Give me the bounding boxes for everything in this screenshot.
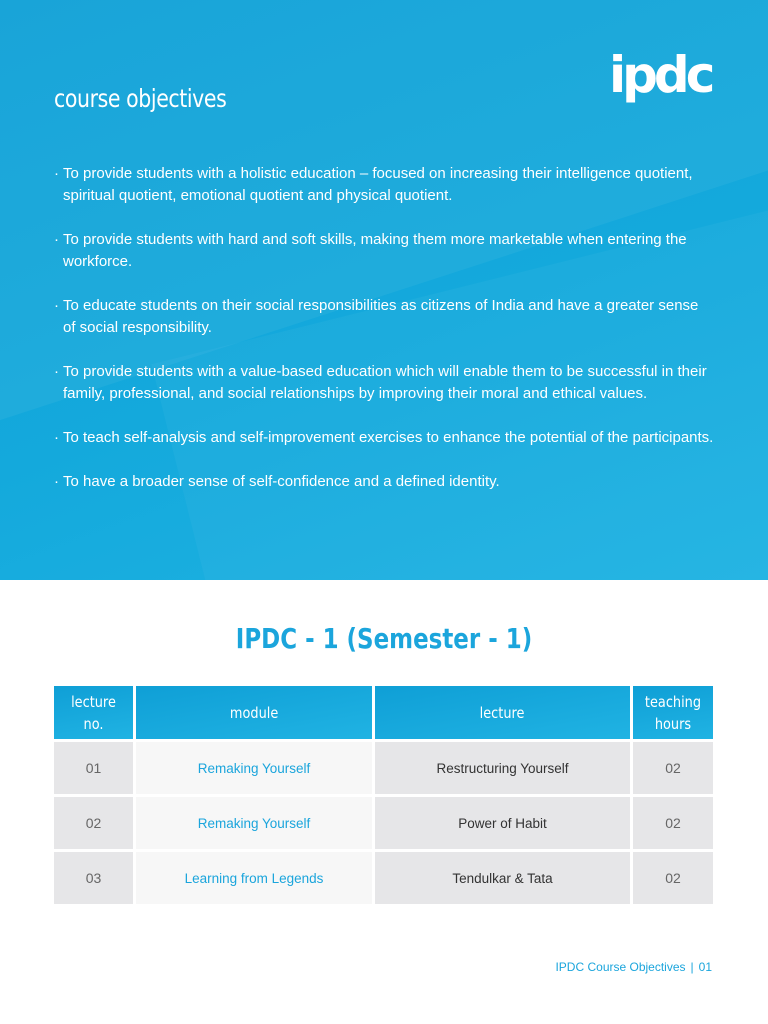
footer-separator: | [690,960,694,974]
objective-item [54,361,714,405]
lecture-cell: Restructuring Yourself [375,742,630,794]
bullet-icon: · [54,231,59,248]
table-row [54,852,713,904]
semester-title: IPDC - 1 (Semester - 1) [235,622,533,655]
column-header-module: module [136,686,372,739]
bullet-icon: · [54,473,59,490]
page-number: 01 [698,960,712,974]
footer-label: IPDC Course Objectives [555,960,686,974]
objective-item [54,295,714,339]
table-header-row [54,686,713,739]
teaching-hours-cell: 02 [633,742,713,794]
module-cell: Remaking Yourself [136,742,372,794]
lecture-cell: Tendulkar & Tata [375,852,630,904]
objective-text: To provide students with a holistic education – focused on increasing their intelligence quotient, spiritual quotient, emotional quotient and physical quotient. [63,165,693,204]
objective-item [54,471,714,493]
objective-text: To provide students with a value-based education which will enable them to be successful in their family, professional, and social relationships by improving their moral and ethical values. [63,363,707,402]
teaching-hours-cell: 02 [633,797,713,849]
objective-item [54,427,714,449]
lecture-no-cell: 02 [54,797,133,849]
bullet-icon: · [54,363,59,380]
column-header-teaching-hours: teaching hours [633,686,713,739]
table-row [54,742,713,794]
lecture-no-cell: 03 [54,852,133,904]
objective-item [54,229,714,273]
column-header-lecture-no: lecture no. [54,686,133,739]
objective-text: To have a broader sense of self-confidence and a defined identity. [63,473,500,490]
table-row [54,797,713,849]
teaching-hours-cell: 02 [633,852,713,904]
page-footer [555,960,712,974]
page-title: course objectives [54,84,227,113]
bullet-icon: · [54,297,59,314]
bullet-icon: · [54,429,59,446]
bullet-icon: · [54,165,59,182]
objectives-list [54,163,714,515]
objective-text: To teach self-analysis and self-improvement exercises to enhance the potential of the participants. [63,429,714,446]
lecture-no-cell: 01 [54,742,133,794]
module-cell: Remaking Yourself [136,797,372,849]
lecture-cell: Power of Habit [375,797,630,849]
module-cell: Learning from Legends [136,852,372,904]
objective-text: To educate students on their social responsibilities as citizens of India and have a greater sense of social responsibility. [63,297,699,336]
objective-text: To provide students with hard and soft skills, making them more marketable when entering the workforce. [63,231,687,270]
ipdc-logo: ipdc [609,46,712,104]
semester-table [54,686,713,907]
column-header-lecture: lecture [375,686,630,739]
objective-item [54,163,714,207]
